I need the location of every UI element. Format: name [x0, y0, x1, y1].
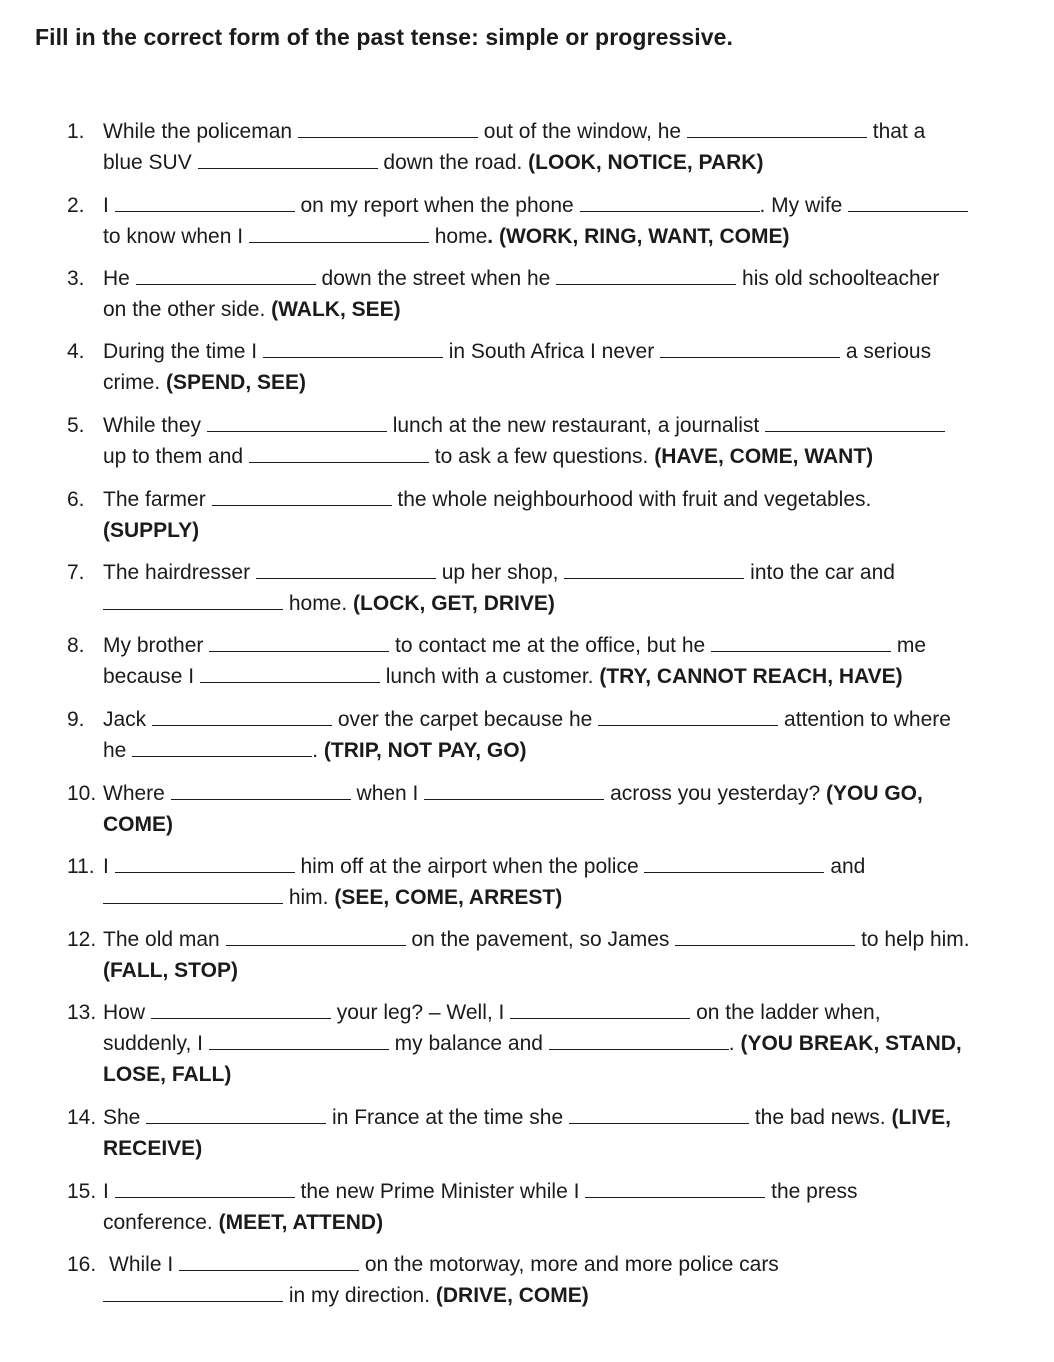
- answer-blank[interactable]: [585, 1179, 765, 1198]
- item-line: crime. (SPEND, SEE): [103, 371, 307, 394]
- item-line: home. (LOCK, GET, DRIVE): [103, 590, 555, 618]
- verb-hint: (MEET, ATTEND): [218, 1211, 384, 1234]
- answer-blank[interactable]: [564, 560, 744, 579]
- answer-blank[interactable]: [212, 487, 392, 506]
- item-number: 15.: [67, 1180, 97, 1203]
- item-line: How your leg? – Well, I on the ladder when,: [103, 1001, 881, 1024]
- answer-blank[interactable]: [103, 591, 283, 610]
- item-line: up to them and to ask a few questions. (HAVE, COME, WANT): [103, 445, 874, 468]
- answer-blank[interactable]: [171, 781, 351, 800]
- answer-blank[interactable]: [152, 707, 332, 726]
- answer-blank[interactable]: [132, 738, 312, 757]
- verb-hint: (TRIP, NOT PAY, GO): [323, 739, 527, 762]
- verb-hint: (WALK, SEE): [271, 298, 401, 321]
- item-line: I on my report when the phone . My wife: [103, 192, 968, 220]
- item-number: 7.: [67, 561, 85, 584]
- answer-blank[interactable]: [580, 193, 760, 212]
- item-line: Jack over the carpet because he attention to where: [103, 708, 951, 731]
- item-line: I him off at the airport when the police and: [103, 855, 866, 878]
- item-number: 3.: [67, 267, 85, 290]
- item-line: [103, 811, 173, 839]
- answer-blank[interactable]: [765, 413, 945, 432]
- item-number: 4.: [67, 340, 85, 363]
- answer-blank[interactable]: [103, 1283, 283, 1302]
- answer-blank[interactable]: [179, 1252, 359, 1271]
- answer-blank[interactable]: [115, 854, 295, 873]
- item-number: 1.: [67, 120, 85, 143]
- verb-hint: (SEE, COME, ARREST): [334, 886, 563, 909]
- item-line: The farmer the whole neighbourhood with fruit and vegetables.: [103, 488, 872, 511]
- answer-blank[interactable]: [598, 707, 778, 726]
- answer-blank[interactable]: [687, 119, 867, 138]
- item-line: suddenly, I my balance and . (YOU BREAK, STAND,: [103, 1032, 962, 1055]
- verb-hint: COME): [103, 813, 173, 836]
- item-line: While the policeman out of the window, he that a: [103, 120, 926, 143]
- item-number: 2.: [67, 194, 85, 217]
- item-line: in my direction. (DRIVE, COME): [103, 1282, 589, 1310]
- item-line: him. (SEE, COME, ARREST): [103, 884, 562, 912]
- item-number: 11.: [67, 855, 95, 878]
- answer-blank[interactable]: [209, 633, 389, 652]
- item-line: he . (TRIP, NOT PAY, GO): [103, 739, 527, 762]
- item-line: on the other side. (WALK, SEE): [103, 298, 401, 321]
- answer-blank[interactable]: [198, 150, 378, 169]
- item-number: 10.: [67, 782, 97, 805]
- answer-blank[interactable]: [711, 633, 891, 652]
- answer-blank[interactable]: [263, 339, 443, 358]
- verb-hint: (SPEND, SEE): [166, 371, 307, 394]
- verb-hint: (HAVE, COME, WANT): [654, 445, 874, 468]
- answer-blank[interactable]: [644, 854, 824, 873]
- item-number: 8.: [67, 634, 85, 657]
- item-line: to know when I home. (WORK, RING, WANT, COME): [103, 225, 790, 248]
- answer-blank[interactable]: [848, 193, 968, 212]
- verb-hint: (YOU GO,: [826, 782, 923, 805]
- answer-blank[interactable]: [569, 1105, 749, 1124]
- item-number: 6.: [67, 488, 85, 511]
- answer-blank[interactable]: [207, 413, 387, 432]
- verb-hint: LOSE, FALL): [103, 1063, 232, 1086]
- answer-blank[interactable]: [510, 1000, 690, 1019]
- verb-hint: (SUPPLY): [103, 519, 200, 542]
- answer-blank[interactable]: [209, 1031, 389, 1050]
- answer-blank[interactable]: [249, 444, 429, 463]
- verb-hint: (LIVE,: [891, 1106, 951, 1129]
- item-line: because I lunch with a customer. (TRY, CANNOT REACH, HAVE): [103, 665, 903, 688]
- answer-blank[interactable]: [675, 927, 855, 946]
- answer-blank[interactable]: [660, 339, 840, 358]
- item-line: blue SUV down the road. (LOOK, NOTICE, PARK): [103, 151, 764, 174]
- item-line: While they lunch at the new restaurant, a journalist: [103, 412, 945, 440]
- answer-blank[interactable]: [424, 781, 604, 800]
- answer-blank[interactable]: [200, 664, 380, 683]
- answer-blank[interactable]: [151, 1000, 331, 1019]
- item-line: While I on the motorway, more and more police cars: [109, 1253, 779, 1276]
- verb-hint: RECEIVE): [103, 1137, 203, 1160]
- verb-hint: (FALL, STOP): [103, 959, 238, 982]
- answer-blank[interactable]: [136, 266, 316, 285]
- item-line: He down the street when he his old schoolteacher: [103, 267, 940, 290]
- item-line: My brother to contact me at the office, but he me: [103, 634, 927, 657]
- item-number: 16.: [67, 1253, 97, 1276]
- item-line: She in France at the time she the bad news. (LIVE,: [103, 1106, 951, 1129]
- answer-blank[interactable]: [298, 119, 478, 138]
- verb-hint: (DRIVE, COME): [435, 1284, 589, 1307]
- verb-hint: (LOCK, GET, DRIVE): [353, 592, 555, 615]
- item-line: [103, 1135, 202, 1163]
- item-line: The old man on the pavement, so James to help him.: [103, 928, 970, 951]
- verb-hint: . (WORK, RING, WANT, COME): [487, 225, 790, 248]
- item-line: [103, 1061, 231, 1089]
- answer-blank[interactable]: [556, 266, 736, 285]
- answer-blank[interactable]: [256, 560, 436, 579]
- item-line: [103, 957, 238, 985]
- item-line: conference. (MEET, ATTEND): [103, 1211, 384, 1234]
- answer-blank[interactable]: [103, 885, 283, 904]
- answer-blank[interactable]: [146, 1105, 326, 1124]
- verb-hint: (YOU BREAK, STAND,: [740, 1032, 962, 1055]
- item-number: 9.: [67, 708, 85, 731]
- verb-hint: (LOOK, NOTICE, PARK): [528, 151, 764, 174]
- item-number: 13.: [67, 1001, 97, 1024]
- item-line: Where when I across you yesterday? (YOU GO,: [103, 782, 923, 805]
- item-line: I the new Prime Minister while I the press: [103, 1180, 858, 1203]
- item-line: The hairdresser up her shop, into the car and: [103, 561, 895, 584]
- answer-blank[interactable]: [249, 224, 429, 243]
- answer-blank[interactable]: [549, 1031, 729, 1050]
- page-title: Fill in the correct form of the past tense: simple or progressive.: [35, 24, 734, 50]
- answer-blank[interactable]: [115, 1179, 295, 1198]
- answer-blank[interactable]: [115, 193, 295, 212]
- item-line: [103, 517, 199, 545]
- item-number: 5.: [67, 414, 85, 437]
- verb-hint: (TRY, CANNOT REACH, HAVE): [599, 665, 903, 688]
- item-number: 12.: [67, 928, 97, 951]
- item-line: During the time I in South Africa I never a serious: [103, 340, 932, 363]
- answer-blank[interactable]: [226, 927, 406, 946]
- item-number: 14.: [67, 1106, 97, 1129]
